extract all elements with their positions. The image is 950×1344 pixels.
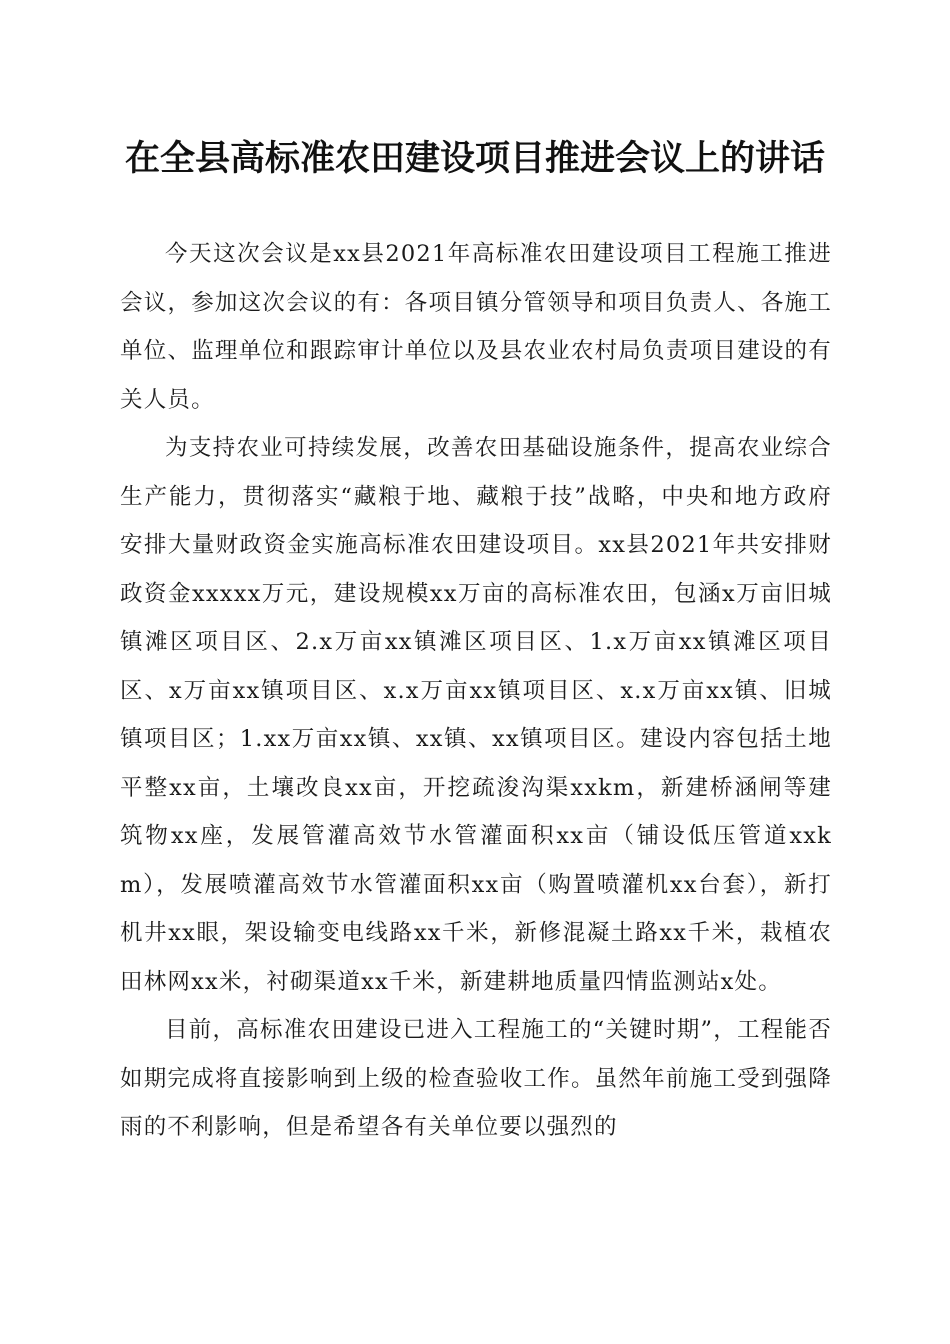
paragraph-current-status: 目前，高标准农田建设已进入工程施工的“关键时期”，工程能否如期完成将直接影响到上级的检查验收工作。虽然年前施工受到强降雨的不利影响，但是希望各有关单位要以强烈的	[120, 1017, 832, 1140]
document-body	[120, 230, 832, 1152]
paragraph-meeting-intro: 今天这次会议是xx县2021年高标准农田建设项目工程施工推进会议，参加这次会议的有：各项目镇分管领导和项目负责人、各施工单位、监理单位和跟踪审计单位以及县农业农村局负责项目建设的有关人员。	[120, 241, 832, 413]
document-title: 在全县高标准农田建设项目推进会议上的讲话	[124, 138, 825, 179]
paragraph-project-overview: 为支持农业可持续发展，改善农田基础设施条件，提高农业综合生产能力，贯彻落实“藏粮于地、藏粮于技”战略，中央和地方政府安排大量财政资金实施高标准农田建设项目。xx县2021年共安排财政资金xxxxx万元，建设规模xx万亩的高标准农田，包涵x万亩旧城镇滩区项目区、2.x万亩xx镇滩区项目区、1.x万亩xx镇滩区项目区、x万亩xx镇项目区、x.x万亩xx镇项目区、x.x万亩xx镇、旧城镇项目区；1.xx万亩xx镇、xx镇、xx镇项目区。建设内容包括土地平整xx亩，土壤改良xx亩，开挖疏浚沟渠xxkm，新建桥涵闸等建筑物xx座，发展管灌高效节水管灌面积xx亩（铺设低压管道xxkm），发展喷灌高效节水管灌面积xx亩（购置喷灌机xx台套），新打机井xx眼，架设输变电线路xx千米，新修混凝土路xx千米，栽植农田林网xx米，衬砌渠道xx千米，新建耕地质量四情监测站x处。	[120, 435, 832, 995]
